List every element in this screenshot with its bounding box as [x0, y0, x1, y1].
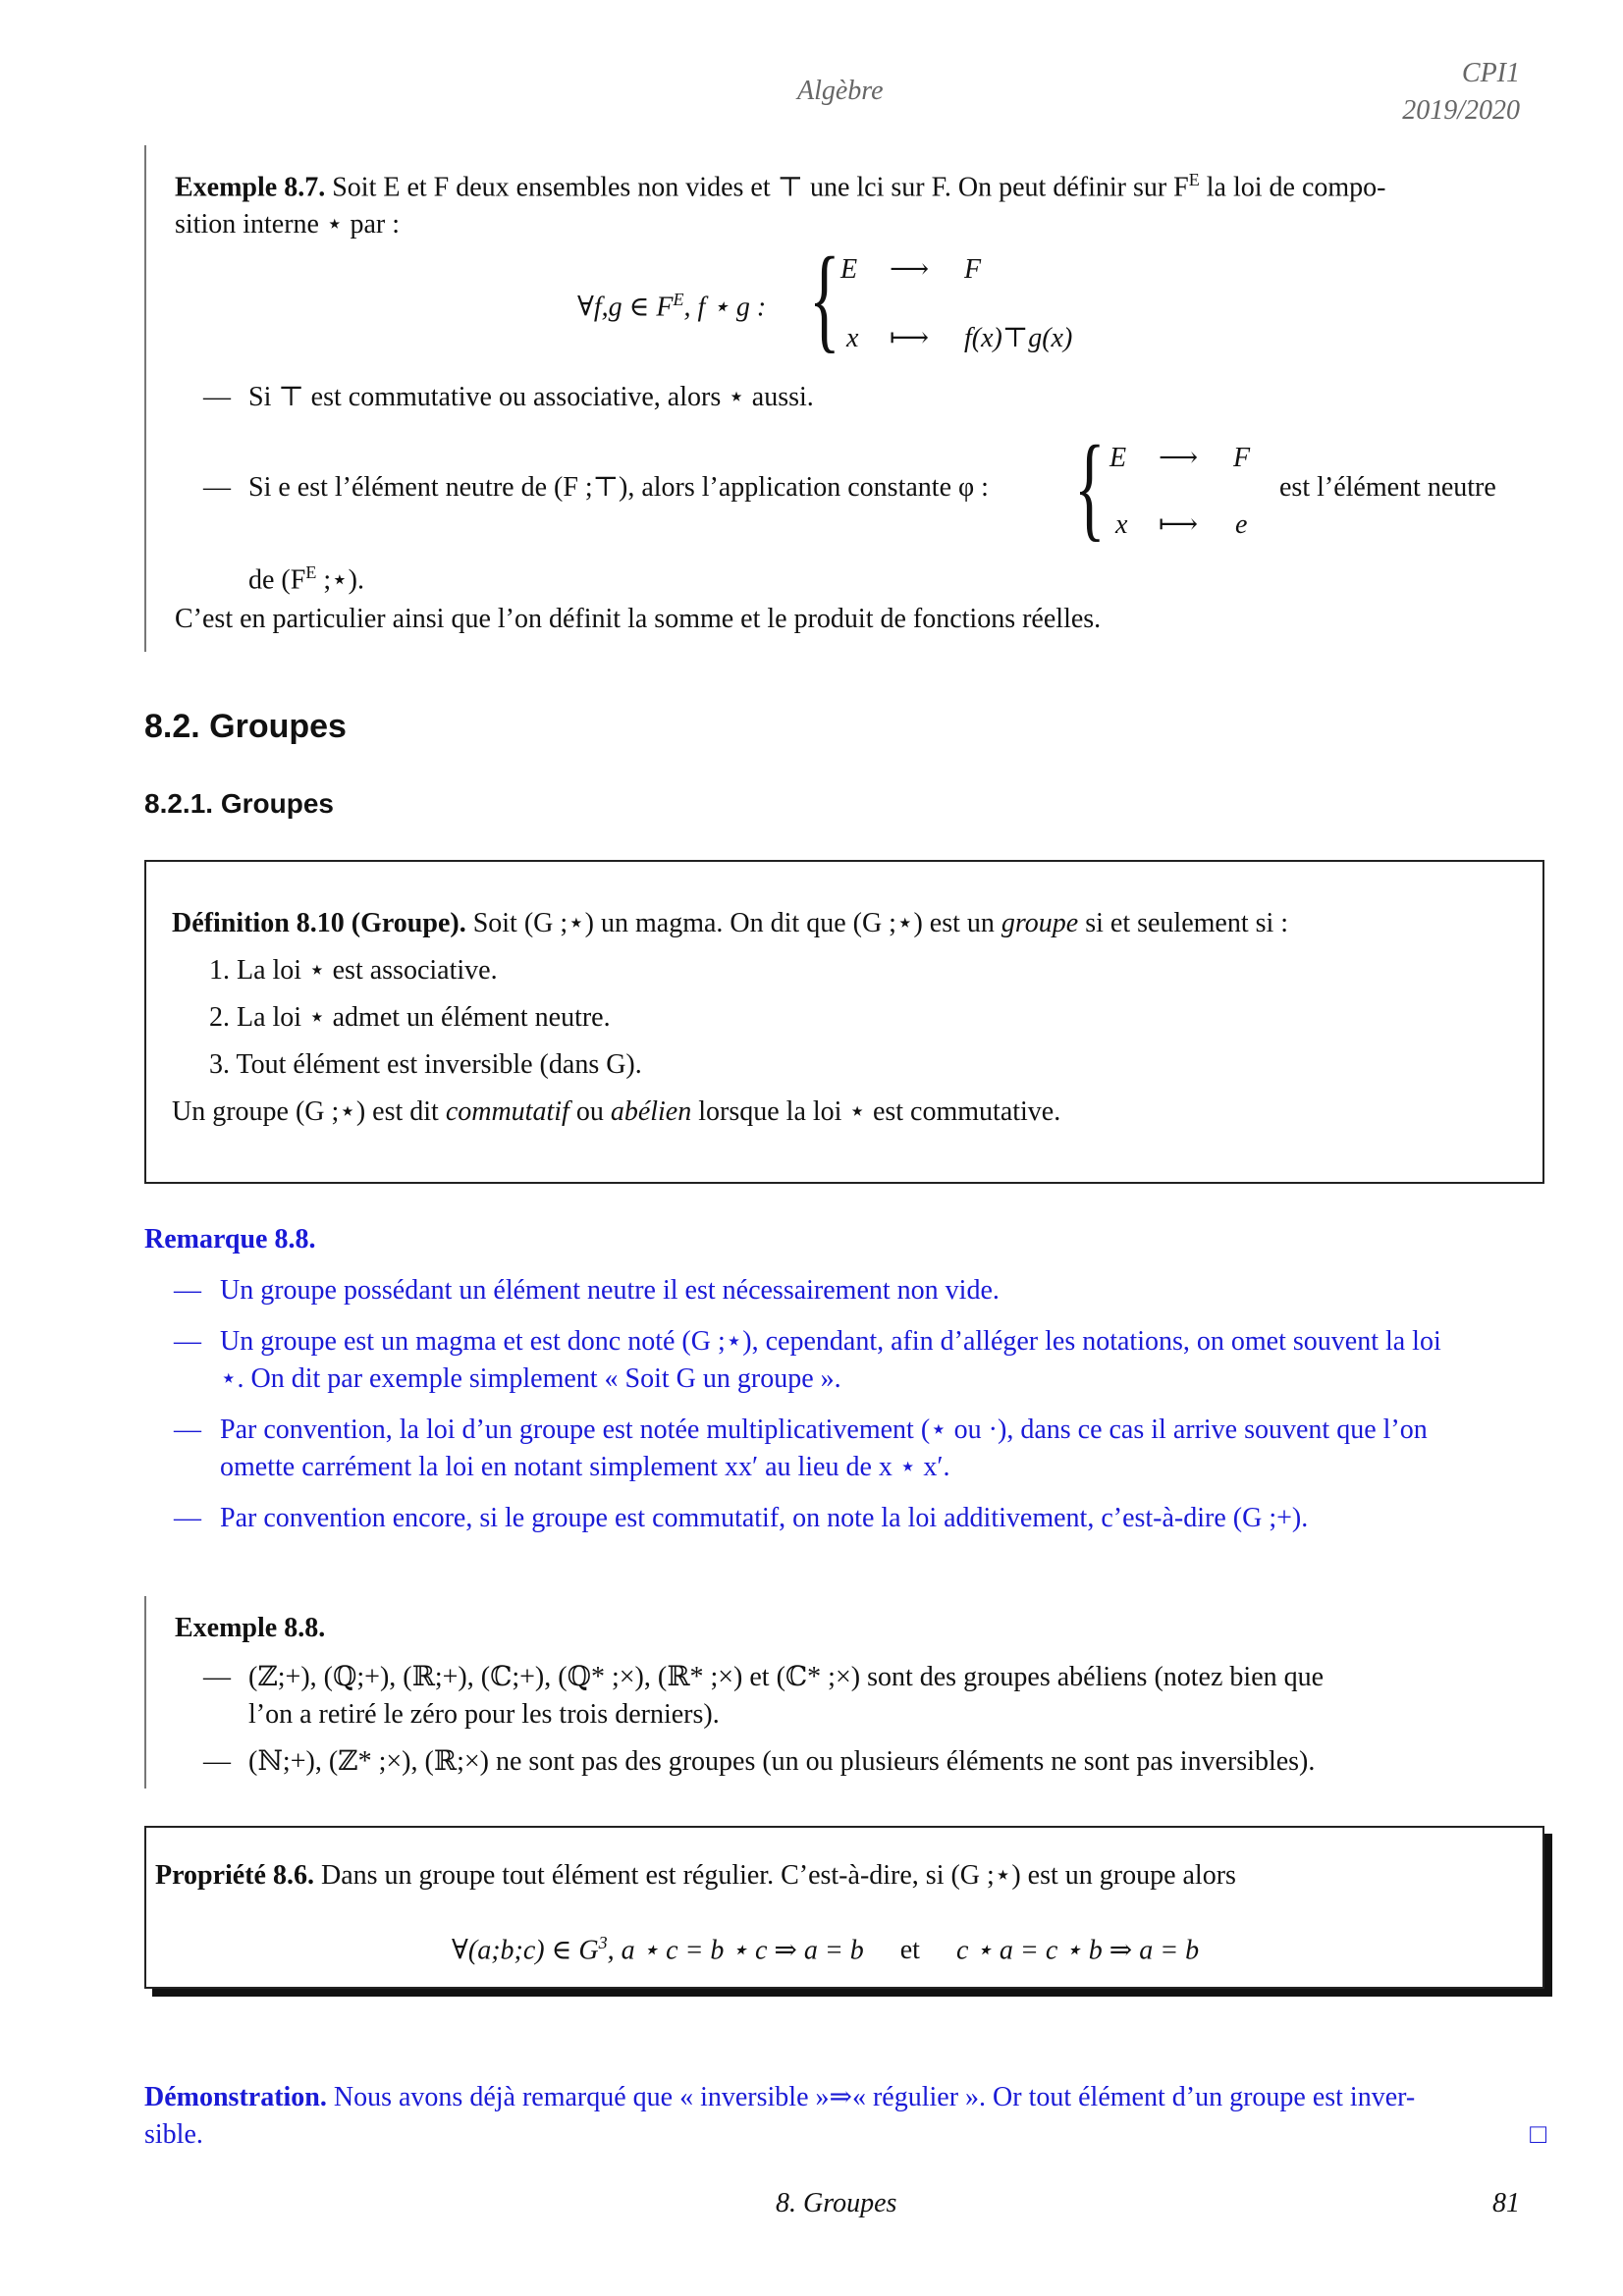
formula-part: c ⋆ a = c ⋆ b ⇒ a = b: [955, 1935, 1200, 1966]
example-bullet: (ℕ;+), (ℤ* ;×), (ℝ;×) ne sont pas des groupes (un ou plusieurs éléments ne sont pas inversibles).: [248, 1746, 1316, 1777]
text-end: ;⋆).: [316, 564, 364, 596]
running-header: Algèbre: [797, 76, 884, 106]
example-text: Soit E et F deux ensembles non vides et ⊤ une lci sur F. On peut définir sur F: [332, 172, 1189, 203]
example-line-1: [175, 161, 1522, 206]
example-dash: —: [203, 1746, 231, 1777]
text: ou: [575, 1096, 604, 1127]
remark-item: Par convention, la loi d’un groupe est notée multiplicativement (⋆ ou ·), dans ce cas il arrive souvent que l’on: [220, 1415, 1428, 1445]
page-number: 81: [1492, 2188, 1520, 2218]
map-var: x: [846, 323, 859, 353]
definition-text: Soit (G ;⋆) un magma. On dit que (G ;⋆) est un: [472, 908, 995, 938]
remark-dash: —: [174, 1326, 201, 1357]
footer-chapter: 8. Groupes: [776, 2188, 897, 2218]
bullet-2-cont: [248, 554, 364, 599]
map2-image: e: [1235, 509, 1248, 540]
map2-var: x: [1115, 509, 1128, 540]
example-8-8-title: Exemple 8.8.: [175, 1613, 326, 1643]
example-title: Exemple 8.7.: [175, 172, 326, 203]
formula-left: [577, 281, 766, 326]
text: de (F: [248, 564, 306, 596]
definition-intro: [172, 905, 1527, 942]
list-item: 2. La loi ⋆ admet un élément neutre.: [209, 1002, 611, 1033]
bullet-2-end: est l’élément neutre: [1279, 472, 1496, 503]
definition-list: [172, 952, 1527, 1094]
term: commutatif: [445, 1096, 569, 1127]
definition-term: groupe: [1001, 908, 1079, 938]
superscript: E: [1188, 170, 1200, 189]
text: Un groupe (G ;⋆) est dit: [172, 1096, 439, 1127]
remark-item-cont: ⋆. On dit par exemple simplement « Soit G un groupe ».: [220, 1363, 841, 1394]
property-statement: Dans un groupe tout élément est régulier. C’est-à-dire, si (G ;⋆) est un groupe alors: [320, 1860, 1236, 1891]
dash-2: —: [203, 472, 231, 503]
header-course: CPI1: [1461, 58, 1520, 88]
map2-domain: E: [1109, 443, 1127, 473]
map-image: f(x)⊤g(x): [964, 323, 1073, 353]
example-line-2: sition interne ⋆ par :: [175, 209, 401, 240]
subsection-title: 8.2.1. Groupes: [144, 788, 334, 819]
proof-text-cont: sible.: [144, 2119, 203, 2150]
formula-part: ∀(a;b;c) ∈ G: [452, 1935, 599, 1966]
left-brace: {: [1074, 421, 1106, 552]
example-bullet-cont: l’on a retiré le zéro pour les trois derniers).: [248, 1699, 720, 1730]
superscript: E: [305, 562, 317, 582]
list-item: 3. Tout élément est inversible (dans G).: [209, 1049, 642, 1080]
qed-icon: □: [1530, 2119, 1546, 2150]
formula-and: et: [899, 1935, 920, 1966]
formula-text: ∀f,g ∈ F: [577, 292, 674, 323]
map2-arrow-to: ⟼: [1159, 509, 1199, 540]
text: lorsque la loi ⋆ est commutative.: [698, 1096, 1061, 1127]
formula-part: , a ⋆ c = b ⋆ c ⇒ a = b: [607, 1935, 864, 1966]
property-formula: [452, 1924, 1199, 1969]
property-title: Propriété 8.6.: [155, 1860, 314, 1891]
proof-text: Nous avons déjà remarqué que « inversible »⇒« régulier ». Or tout élément d’un groupe est inver-: [333, 2082, 1416, 2112]
proof: [144, 2079, 1548, 2116]
example-dash: —: [203, 1662, 231, 1692]
list-item: 1. La loi ⋆ est associative.: [209, 955, 498, 986]
remark-item: Par convention encore, si le groupe est commutatif, on note la loi additivement, c’est-à-dire (G ;+).: [220, 1503, 1309, 1533]
section-title: 8.2. Groupes: [144, 708, 347, 745]
map-arrow: ⟶: [890, 254, 930, 285]
header-year: 2019/2020: [1402, 95, 1520, 126]
example-conclusion: C’est en particulier ainsi que l’on définit la somme et le produit de fonctions réelles.: [175, 604, 1102, 634]
example-bar: [144, 1596, 146, 1789]
example-bar: [144, 145, 146, 652]
formula-text-end: , f ⋆ g :: [683, 292, 767, 323]
definition-title: Définition 8.10 (Groupe).: [172, 908, 466, 938]
superscript: 3: [598, 1933, 608, 1952]
remark-dash: —: [174, 1503, 201, 1533]
remark-item: Un groupe possédant un élément neutre il est nécessairement non vide.: [220, 1275, 1000, 1306]
map2-codomain: F: [1233, 443, 1251, 473]
remark-dash: —: [174, 1275, 201, 1306]
example-text-end: la loi de compo-: [1199, 172, 1386, 203]
remark-title: Remarque 8.8.: [144, 1224, 316, 1255]
example-bullet: (ℤ;+), (ℚ;+), (ℝ;+), (ℂ;+), (ℚ* ;×), (ℝ* ;×) et (ℂ* ;×) sont des groupes abéliens (notez bien que: [248, 1662, 1325, 1692]
map-codomain: F: [964, 254, 982, 285]
term: abélien: [610, 1096, 692, 1127]
definition-outro: [172, 1094, 1527, 1131]
remark-item-cont: omette carrément la loi en notant simplement xx′ au lieu de x ⋆ x′.: [220, 1452, 950, 1482]
definition-content: [172, 905, 1527, 1131]
dash-1: —: [203, 382, 231, 412]
map-domain: E: [840, 254, 858, 285]
left-brace: {: [809, 233, 840, 363]
superscript: E: [673, 290, 684, 309]
definition-text-end: si et seulement si :: [1085, 908, 1289, 938]
map-arrow-to: ⟼: [890, 323, 930, 353]
proof-title: Démonstration.: [144, 2082, 327, 2112]
remark-dash: —: [174, 1415, 201, 1445]
map2-arrow: ⟶: [1159, 443, 1199, 473]
bullet-1: Si ⊤ est commutative ou associative, alors ⋆ aussi.: [248, 382, 814, 412]
bullet-2: Si e est l’élément neutre de (F ;⊤), alors l’application constante φ :: [248, 472, 989, 503]
property-text: [155, 1857, 1236, 1895]
remark-item: Un groupe est un magma et est donc noté (G ;⋆), cependant, afin d’alléger les notations, on omet souvent la loi: [220, 1326, 1441, 1357]
example-8-7: [175, 161, 1522, 243]
